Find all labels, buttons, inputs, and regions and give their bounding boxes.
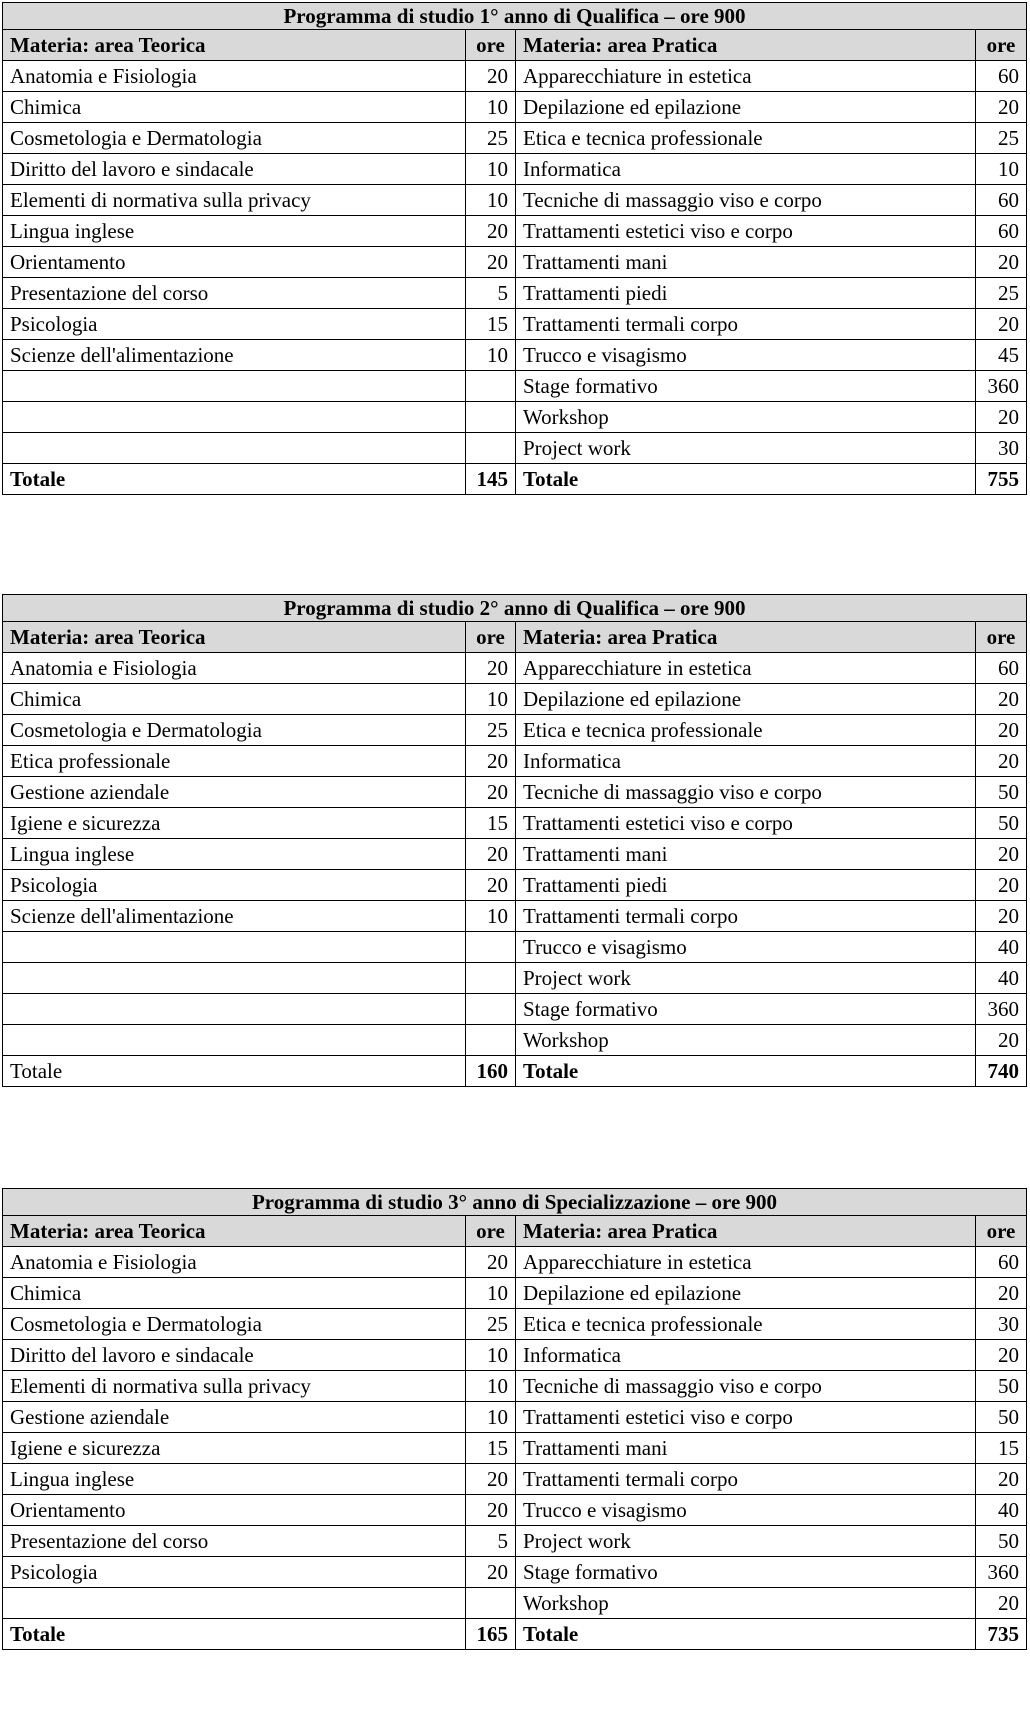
practice-subject: Depilazione ed epilazione	[516, 1278, 976, 1309]
practice-total-hours: 740	[976, 1056, 1027, 1087]
theory-hours: 25	[466, 715, 516, 746]
practice-total-label: Totale	[516, 1619, 976, 1650]
practice-total-hours: 755	[976, 464, 1027, 495]
theory-hours: 10	[466, 901, 516, 932]
theory-subject: Scienze dell'alimentazione	[3, 340, 466, 371]
practice-hours: 40	[976, 963, 1027, 994]
practice-hours: 360	[976, 371, 1027, 402]
practice-hours: 40	[976, 932, 1027, 963]
theory-subject: Chimica	[3, 92, 466, 123]
theory-header: Materia: area Teorica	[3, 30, 466, 61]
table-row	[3, 92, 1027, 123]
practice-header: Materia: area Pratica	[516, 30, 976, 61]
table-row	[3, 1526, 1027, 1557]
theory-hours: 20	[466, 247, 516, 278]
theory-hours: 15	[466, 309, 516, 340]
table-row	[3, 154, 1027, 185]
theory-subject	[3, 994, 466, 1025]
theory-subject: Etica professionale	[3, 746, 466, 777]
practice-subject: Trucco e visagismo	[516, 932, 976, 963]
theory-hours	[466, 371, 516, 402]
table-row	[3, 433, 1027, 464]
practice-subject: Trattamenti piedi	[516, 278, 976, 309]
theory-hours	[466, 1025, 516, 1056]
theory-subject: Lingua inglese	[3, 216, 466, 247]
practice-header: Materia: area Pratica	[516, 1216, 976, 1247]
theory-header: Materia: area Teorica	[3, 622, 466, 653]
table-row	[3, 278, 1027, 309]
practice-hours: 30	[976, 1309, 1027, 1340]
practice-hours: 360	[976, 994, 1027, 1025]
practice-subject: Trattamenti estetici viso e corpo	[516, 1402, 976, 1433]
table-row	[3, 839, 1027, 870]
practice-hours: 15	[976, 1433, 1027, 1464]
theory-subject: Gestione aziendale	[3, 777, 466, 808]
hours-header: ore	[466, 1216, 516, 1247]
theory-subject	[3, 433, 466, 464]
practice-subject: Trattamenti termali corpo	[516, 901, 976, 932]
table-row	[3, 1557, 1027, 1588]
table-row	[3, 185, 1027, 216]
practice-hours: 40	[976, 1495, 1027, 1526]
table-row	[3, 777, 1027, 808]
total-row	[3, 1056, 1027, 1087]
theory-hours: 10	[466, 1340, 516, 1371]
practice-subject: Trucco e visagismo	[516, 340, 976, 371]
theory-hours: 10	[466, 684, 516, 715]
theory-hours: 20	[466, 216, 516, 247]
practice-hours: 45	[976, 340, 1027, 371]
practice-subject: Trattamenti piedi	[516, 870, 976, 901]
theory-subject	[3, 1588, 466, 1619]
practice-hours: 30	[976, 433, 1027, 464]
practice-hours: 60	[976, 185, 1027, 216]
practice-subject: Trattamenti mani	[516, 247, 976, 278]
theory-subject	[3, 1025, 466, 1056]
practice-subject: Informatica	[516, 1340, 976, 1371]
table-block-year-1	[2, 2, 1027, 495]
table-row	[3, 371, 1027, 402]
table-row	[3, 402, 1027, 433]
practice-hours: 20	[976, 1278, 1027, 1309]
theory-hours: 20	[466, 777, 516, 808]
practice-hours: 20	[976, 901, 1027, 932]
theory-subject: Chimica	[3, 684, 466, 715]
theory-subject: Diritto del lavoro e sindacale	[3, 1340, 466, 1371]
practice-total-hours: 735	[976, 1619, 1027, 1650]
table-row	[3, 994, 1027, 1025]
theory-subject: Anatomia e Fisiologia	[3, 61, 466, 92]
practice-subject: Tecniche di massaggio viso e corpo	[516, 185, 976, 216]
theory-subject: Orientamento	[3, 247, 466, 278]
table-row	[3, 1340, 1027, 1371]
table-row	[3, 808, 1027, 839]
practice-subject: Trattamenti mani	[516, 1433, 976, 1464]
table-row	[3, 216, 1027, 247]
practice-hours: 20	[976, 1588, 1027, 1619]
theory-subject: Elementi di normativa sulla privacy	[3, 1371, 466, 1402]
theory-subject: Igiene e sicurezza	[3, 808, 466, 839]
practice-subject: Apparecchiature in estetica	[516, 653, 976, 684]
table-row	[3, 247, 1027, 278]
theory-subject: Psicologia	[3, 309, 466, 340]
theory-hours	[466, 1588, 516, 1619]
theory-subject: Presentazione del corso	[3, 1526, 466, 1557]
table-row	[3, 1371, 1027, 1402]
study-program-table	[2, 594, 1027, 1087]
table-row	[3, 1278, 1027, 1309]
theory-subject: Cosmetologia e Dermatologia	[3, 1309, 466, 1340]
practice-header: Materia: area Pratica	[516, 622, 976, 653]
table-row	[3, 1309, 1027, 1340]
practice-hours: 50	[976, 808, 1027, 839]
practice-hours: 360	[976, 1557, 1027, 1588]
practice-hours: 20	[976, 684, 1027, 715]
theory-hours: 25	[466, 123, 516, 154]
theory-hours: 10	[466, 1278, 516, 1309]
table-row	[3, 684, 1027, 715]
theory-subject: Lingua inglese	[3, 1464, 466, 1495]
theory-hours: 20	[466, 870, 516, 901]
practice-subject: Apparecchiature in estetica	[516, 1247, 976, 1278]
theory-subject: Elementi di normativa sulla privacy	[3, 185, 466, 216]
theory-total-hours: 145	[466, 464, 516, 495]
table-row	[3, 1588, 1027, 1619]
hours-header: ore	[976, 1216, 1027, 1247]
theory-total-label: Totale	[3, 1619, 466, 1650]
total-row	[3, 464, 1027, 495]
theory-subject: Psicologia	[3, 870, 466, 901]
hours-header: ore	[466, 30, 516, 61]
table-row	[3, 901, 1027, 932]
practice-total-label: Totale	[516, 464, 976, 495]
practice-subject: Workshop	[516, 402, 976, 433]
practice-hours: 20	[976, 402, 1027, 433]
practice-subject: Trattamenti estetici viso e corpo	[516, 216, 976, 247]
theory-subject: Diritto del lavoro e sindacale	[3, 154, 466, 185]
theory-hours: 10	[466, 154, 516, 185]
practice-hours: 20	[976, 247, 1027, 278]
table-row	[3, 870, 1027, 901]
theory-subject	[3, 963, 466, 994]
table-row	[3, 309, 1027, 340]
theory-total-hours: 165	[466, 1619, 516, 1650]
theory-subject: Cosmetologia e Dermatologia	[3, 123, 466, 154]
practice-hours: 60	[976, 653, 1027, 684]
theory-hours: 20	[466, 1247, 516, 1278]
practice-hours: 25	[976, 278, 1027, 309]
theory-subject	[3, 402, 466, 433]
practice-subject: Depilazione ed epilazione	[516, 92, 976, 123]
practice-subject: Project work	[516, 1526, 976, 1557]
practice-subject: Project work	[516, 433, 976, 464]
theory-hours: 10	[466, 92, 516, 123]
practice-subject: Trucco e visagismo	[516, 1495, 976, 1526]
table-row	[3, 746, 1027, 777]
theory-hours: 25	[466, 1309, 516, 1340]
theory-subject: Cosmetologia e Dermatologia	[3, 715, 466, 746]
practice-hours: 10	[976, 154, 1027, 185]
study-program-table	[2, 1188, 1027, 1650]
practice-subject: Depilazione ed epilazione	[516, 684, 976, 715]
theory-hours: 20	[466, 746, 516, 777]
practice-subject: Informatica	[516, 746, 976, 777]
theory-total-hours: 160	[466, 1056, 516, 1087]
practice-subject: Trattamenti termali corpo	[516, 309, 976, 340]
theory-header: Materia: area Teorica	[3, 1216, 466, 1247]
theory-hours: 20	[466, 1557, 516, 1588]
practice-hours: 20	[976, 746, 1027, 777]
practice-hours: 20	[976, 1025, 1027, 1056]
table-row	[3, 1464, 1027, 1495]
theory-hours: 10	[466, 1371, 516, 1402]
theory-hours: 20	[466, 653, 516, 684]
theory-hours: 15	[466, 1433, 516, 1464]
theory-subject: Gestione aziendale	[3, 1402, 466, 1433]
practice-hours: 50	[976, 1371, 1027, 1402]
practice-subject: Stage formativo	[516, 1557, 976, 1588]
table-row	[3, 1247, 1027, 1278]
practice-hours: 50	[976, 1526, 1027, 1557]
practice-subject: Etica e tecnica professionale	[516, 1309, 976, 1340]
table-row	[3, 715, 1027, 746]
practice-subject: Tecniche di massaggio viso e corpo	[516, 777, 976, 808]
hours-header: ore	[976, 30, 1027, 61]
practice-hours: 60	[976, 1247, 1027, 1278]
practice-subject: Workshop	[516, 1588, 976, 1619]
theory-subject: Anatomia e Fisiologia	[3, 653, 466, 684]
theory-subject: Presentazione del corso	[3, 278, 466, 309]
table-row	[3, 1025, 1027, 1056]
theory-hours: 20	[466, 1495, 516, 1526]
practice-hours: 20	[976, 1464, 1027, 1495]
practice-hours: 60	[976, 61, 1027, 92]
theory-subject: Chimica	[3, 1278, 466, 1309]
table-row	[3, 932, 1027, 963]
practice-subject: Trattamenti termali corpo	[516, 1464, 976, 1495]
table-row	[3, 1495, 1027, 1526]
practice-hours: 20	[976, 715, 1027, 746]
study-program-table	[2, 2, 1027, 495]
theory-subject: Psicologia	[3, 1557, 466, 1588]
practice-subject: Informatica	[516, 154, 976, 185]
theory-hours: 5	[466, 278, 516, 309]
practice-hours: 50	[976, 1402, 1027, 1433]
practice-subject: Apparecchiature in estetica	[516, 61, 976, 92]
theory-subject: Lingua inglese	[3, 839, 466, 870]
practice-subject: Workshop	[516, 1025, 976, 1056]
theory-hours: 10	[466, 340, 516, 371]
hours-header: ore	[976, 622, 1027, 653]
practice-subject: Tecniche di massaggio viso e corpo	[516, 1371, 976, 1402]
practice-hours: 20	[976, 839, 1027, 870]
theory-hours	[466, 994, 516, 1025]
practice-hours: 20	[976, 870, 1027, 901]
practice-subject: Stage formativo	[516, 371, 976, 402]
theory-hours: 20	[466, 1464, 516, 1495]
practice-hours: 60	[976, 216, 1027, 247]
table-row	[3, 1402, 1027, 1433]
practice-subject: Etica e tecnica professionale	[516, 715, 976, 746]
practice-hours: 50	[976, 777, 1027, 808]
theory-hours	[466, 402, 516, 433]
theory-hours: 20	[466, 839, 516, 870]
theory-hours	[466, 963, 516, 994]
table-block-year-3	[2, 1188, 1027, 1650]
table-row	[3, 963, 1027, 994]
theory-total-label: Totale	[3, 1056, 466, 1087]
practice-hours: 20	[976, 1340, 1027, 1371]
theory-subject: Anatomia e Fisiologia	[3, 1247, 466, 1278]
practice-subject: Project work	[516, 963, 976, 994]
theory-subject	[3, 371, 466, 402]
table-row	[3, 340, 1027, 371]
table-title: Programma di studio 2° anno di Qualifica – ore 900	[3, 595, 1027, 622]
practice-subject: Etica e tecnica professionale	[516, 123, 976, 154]
theory-total-label: Totale	[3, 464, 466, 495]
theory-hours: 15	[466, 808, 516, 839]
table-title: Programma di studio 1° anno di Qualifica – ore 900	[3, 3, 1027, 30]
theory-subject	[3, 932, 466, 963]
theory-subject: Orientamento	[3, 1495, 466, 1526]
practice-subject: Trattamenti mani	[516, 839, 976, 870]
theory-subject: Igiene e sicurezza	[3, 1433, 466, 1464]
theory-hours	[466, 932, 516, 963]
table-title: Programma di studio 3° anno di Specializzazione – ore 900	[3, 1189, 1027, 1216]
practice-hours: 25	[976, 123, 1027, 154]
theory-hours	[466, 433, 516, 464]
practice-hours: 20	[976, 309, 1027, 340]
practice-total-label: Totale	[516, 1056, 976, 1087]
table-row	[3, 1433, 1027, 1464]
theory-subject: Scienze dell'alimentazione	[3, 901, 466, 932]
table-block-year-2	[2, 594, 1027, 1087]
theory-hours: 20	[466, 61, 516, 92]
practice-hours: 20	[976, 92, 1027, 123]
hours-header: ore	[466, 622, 516, 653]
total-row	[3, 1619, 1027, 1650]
theory-hours: 5	[466, 1526, 516, 1557]
table-row	[3, 123, 1027, 154]
practice-subject: Trattamenti estetici viso e corpo	[516, 808, 976, 839]
theory-hours: 10	[466, 185, 516, 216]
theory-hours: 10	[466, 1402, 516, 1433]
practice-subject: Stage formativo	[516, 994, 976, 1025]
table-row	[3, 653, 1027, 684]
table-row	[3, 61, 1027, 92]
